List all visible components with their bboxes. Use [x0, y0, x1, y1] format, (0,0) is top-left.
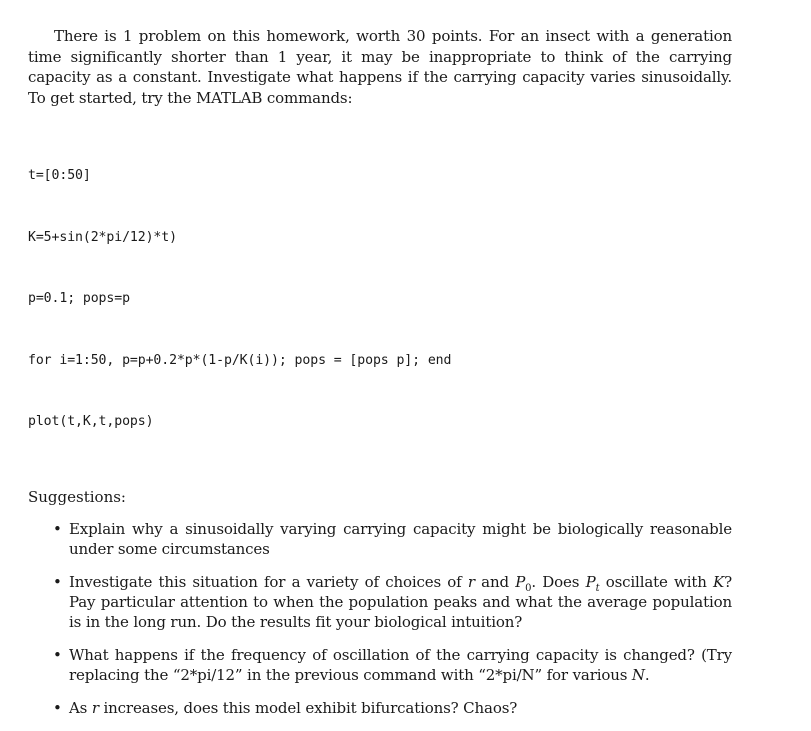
intro-paragraph: There is 1 problem on this homework, worth 30 points. For an insect with a generation time significantly shorter than 1 year, it may be inappropriate to think of the carrying capacity as a constant. Investigate what happens if the carrying capacity varies sinusoidally. To get started, try the MATLAB commands: [28, 27, 732, 107]
suggestion-text: . [644, 665, 650, 684]
math-subscript: t [595, 582, 600, 594]
suggestion-text: increases, does this model exhibit bifurcations? Chaos? [98, 698, 518, 717]
suggestion-text: Explain why a sinusoidally varying carrying capacity might be biologically reasonable under some circumstances [69, 519, 732, 558]
suggestion-text: Investigate this situation for a variety of choices of [69, 572, 468, 591]
math-var: r [91, 698, 99, 717]
bullet-icon: • [53, 519, 62, 538]
list-item [28, 572, 732, 632]
code-line: p=0.1; pops=p [28, 291, 130, 306]
suggestion-text: . Does [531, 572, 586, 591]
math-var: P [515, 572, 526, 591]
math-var: K [713, 572, 725, 591]
list-item [28, 698, 732, 718]
suggestion-text: oscillate with [599, 572, 714, 591]
suggestions-heading: Suggestions: [28, 487, 126, 506]
suggestion-text: As [69, 698, 92, 717]
code-line: plot(t,K,t,pops) [28, 414, 154, 429]
homework-page [28, 26, 732, 731]
math-var: P [585, 572, 596, 591]
list-item [28, 519, 732, 559]
code-line: for i=1:50, p=p+0.2*p*(1-p/K(i)); pops = [pops p]; end [28, 352, 452, 368]
bullet-icon: • [53, 572, 62, 591]
math-var: N [631, 665, 645, 684]
matlab-code-block [28, 125, 732, 474]
code-line: K=5+sin(2*pi/12)*t) [28, 229, 177, 245]
bullet-icon: • [53, 645, 62, 664]
math-subscript: 0 [525, 582, 532, 594]
list-item [28, 645, 732, 685]
suggestions-list [28, 519, 732, 718]
bullet-icon: • [53, 698, 62, 717]
suggestion-text: What happens if the frequency of oscillation of the carrying capacity is changed? (Try replacing the “2*pi/12” in the previous command with “2*pi/N” for various [69, 645, 732, 684]
math-var: r [467, 572, 475, 591]
suggestion-text: and [474, 572, 516, 591]
suggestion-text: ? Pay particular attention to when the population peaks and what the average population is in the long run. Do the results fit your biological intuition? [69, 572, 732, 631]
code-line: t=[0:50] [28, 168, 91, 183]
